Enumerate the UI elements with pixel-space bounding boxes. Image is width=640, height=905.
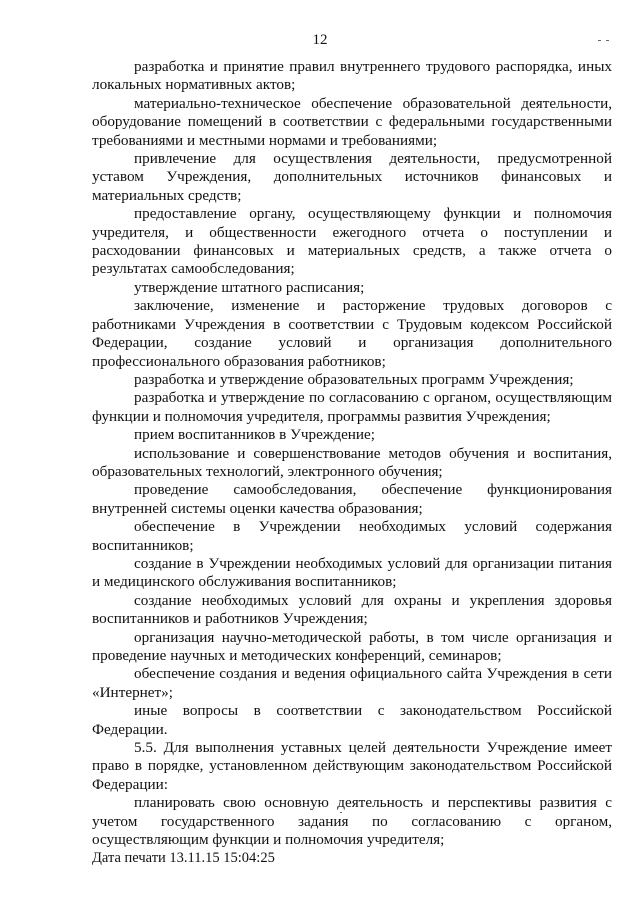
paragraph: 5.5. Для выполнения уставных целей деятельности Учреждение имеет право в порядке, установленном действующим законодательством Российской Федерации: [92, 739, 612, 793]
paragraph: предоставление органу, осуществляющему функции и полномочия учредителя, и общественности ежегодного отчета о поступлении и расходовании финансовых и материальных средств, а также отчета о результатах самообследования; [92, 205, 612, 278]
paragraph: утверждение штатного расписания; [134, 278, 365, 296]
paragraph: разработка и утверждение по согласованию с органом, осуществляющим функции и полномочия учредителя, программы развития Учреждения; [92, 389, 612, 425]
paragraph: заключение, изменение и расторжение трудовых договоров с работниками Учреждения в соответствии с Трудовым кодексом Российской Федерации, создание условий и организация дополнительного профессионального образования работников; [92, 297, 612, 370]
document-body [92, 58, 612, 849]
scan-speck [598, 40, 601, 41]
paragraph: создание необходимых условий для охраны и укрепления здоровья воспитанников и работников Учреждения; [92, 591, 612, 628]
paragraph: создание в Учреждении необходимых условий для организации питания и медицинского обслуживания воспитанников; [92, 554, 612, 591]
paragraph: использование и совершенствование методов обучения и воспитания, образовательных технологий, электронного обучения; [92, 444, 612, 480]
scan-speck [606, 40, 609, 41]
paragraph: привлечение для осуществления деятельности, предусмотренной уставом Учреждения, дополнительных источников финансовых и материальных средств; [92, 150, 612, 204]
paragraph: материально-техническое обеспечение образовательной деятельности, оборудование помещений в соответствии с федеральными государственными требованиями и местными нормами и требованиями; [92, 94, 612, 149]
paragraph: обеспечение создания и ведения официального сайта Учреждения в сети «Интернет»; [92, 665, 612, 701]
scan-speck [340, 812, 342, 813]
paragraph: разработка и принятие правил внутреннего трудового распорядка, иных локальных нормативных актов; [92, 58, 612, 94]
paragraph: проведение самообследования, обеспечение функционирования внутренней системы оценки качества образования; [92, 481, 612, 517]
paragraph: планировать свою основную деятельность и перспективы развития с учетом государственного задания по согласованию с органом, осуществляющим функции и полномочия учредителя; [92, 794, 612, 849]
page-number: 12 [312, 32, 328, 48]
paragraph: прием воспитанников в Учреждение; [134, 426, 376, 444]
print-date: Дата печати 13.11.15 15:04:25 [92, 850, 275, 866]
paragraph: обеспечение в Учреждении необходимых условий содержания воспитанников; [92, 518, 612, 554]
paragraph: организация научно-методической работы, в том числе организация и проведение научных и методических конференций, семинаров; [92, 628, 612, 664]
paragraph: иные вопросы в соответствии с законодательством Российской Федерации. [92, 702, 612, 738]
paragraph: разработка и утверждение образовательных программ Учреждения; [134, 370, 574, 388]
